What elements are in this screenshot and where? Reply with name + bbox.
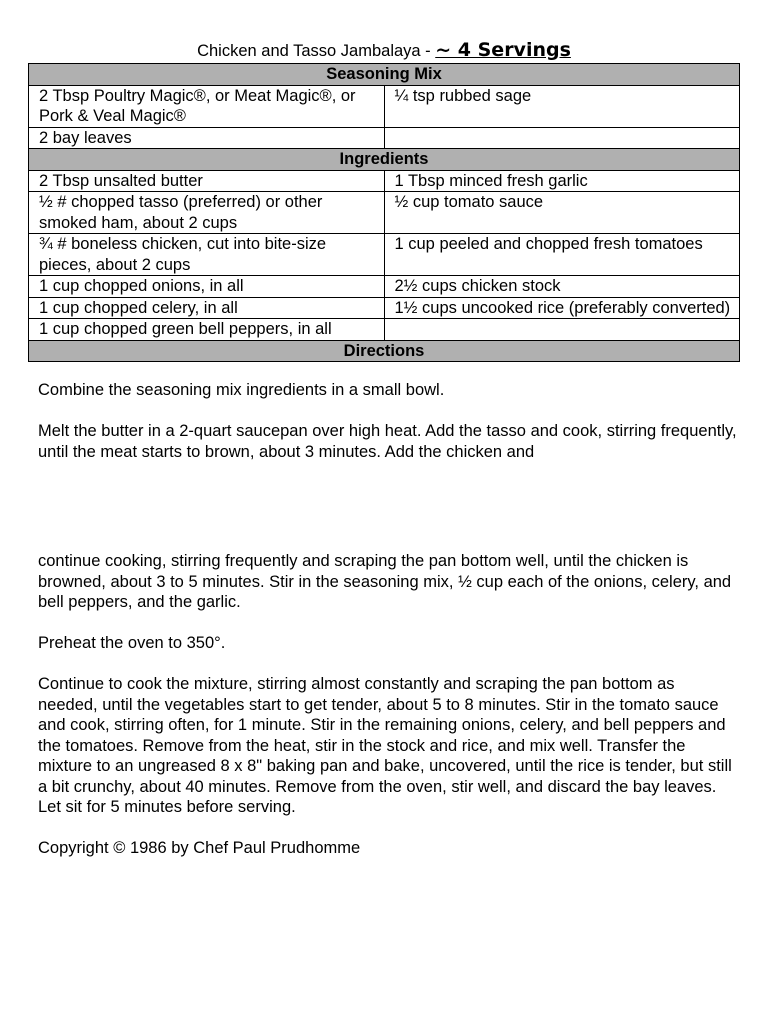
table-row — [29, 192, 740, 234]
directions-block-2 — [38, 551, 738, 879]
direction-paragraph: Combine the seasoning mix ingredients in a small bowl. — [38, 381, 445, 399]
table-row — [29, 85, 740, 127]
recipe-title — [0, 38, 768, 63]
table-row — [29, 319, 740, 341]
direction-paragraph: Preheat the oven to 350°. — [38, 634, 226, 652]
directions-header: Directions — [29, 340, 740, 362]
seasoning-cell: 2 Tbsp Poultry Magic®, or Meat Magic®, or Pork & Veal Magic® — [29, 85, 385, 127]
seasoning-cell: ¼ tsp rubbed sage — [384, 85, 740, 127]
direction-paragraph: Continue to cook the mixture, stirring almost constantly and scraping the pan bottom as needed, until the vegetables start to get tender, about 5 to 8 minutes. Stir in the tomato sauce and cook, stirring often, for 1 minute. Stir in the remaining onions, celery, and bell peppers and the tomatoes. Remove from the heat, stir in the stock and rice, and mix well. Transfer the mixture to an ungreased 8 x 8" baking pan and bake, uncovered, until the rice is tender, but still a bit crunchy, about 40 minutes. Remove from the oven, stir well, and discard the bay leaves. Let sit for 5 minutes before serving. — [38, 675, 732, 816]
table-row — [29, 276, 740, 298]
ingredients-header: Ingredients — [29, 149, 740, 171]
ingredients-header-row — [29, 149, 740, 171]
servings-label: ~ 4 Servings — [435, 39, 571, 61]
ingredient-cell: 1 cup peeled and chopped fresh tomatoes — [384, 234, 740, 276]
ingredient-cell — [384, 319, 740, 341]
ingredient-cell: ½ cup tomato sauce — [384, 192, 740, 234]
directions-block-1 — [38, 380, 738, 483]
ingredient-cell: 2 Tbsp unsalted butter — [29, 170, 385, 192]
directions-header-row — [29, 340, 740, 362]
ingredient-cell: 1 Tbsp minced fresh garlic — [384, 170, 740, 192]
direction-paragraph: continue cooking, stirring frequently and scraping the pan bottom well, until the chicken is browned, about 3 to 5 minutes. Stir in the seasoning mix, ½ cup each of the onions, celery, and bell peppers, and the garlic. — [38, 552, 732, 611]
ingredient-cell: 1 cup chopped green bell peppers, in all — [29, 319, 385, 341]
direction-paragraph: Melt the butter in a 2-quart saucepan over high heat. Add the tasso and cook, stirring frequently, until the meat starts to brown, about 3 minutes. Add the chicken and — [38, 422, 737, 461]
ingredient-cell: 2½ cups chicken stock — [384, 276, 740, 298]
table-row — [29, 170, 740, 192]
ingredient-cell: 1 cup chopped onions, in all — [29, 276, 385, 298]
ingredient-cell: 1 cup chopped celery, in all — [29, 297, 385, 319]
ingredient-cell: 1½ cups uncooked rice (preferably converted) — [384, 297, 740, 319]
table-row — [29, 297, 740, 319]
recipe-title-text: Chicken and Tasso Jambalaya - — [197, 42, 436, 60]
seasoning-cell: 2 bay leaves — [29, 127, 385, 149]
seasoning-header: Seasoning Mix — [29, 64, 740, 86]
table-row — [29, 234, 740, 276]
copyright-text: Copyright © 1986 by Chef Paul Prudhomme — [38, 839, 361, 857]
table-row — [29, 127, 740, 149]
ingredient-cell: ½ # chopped tasso (preferred) or other smoked ham, about 2 cups — [29, 192, 385, 234]
seasoning-header-row — [29, 64, 740, 86]
seasoning-cell — [384, 127, 740, 149]
recipe-table — [28, 63, 740, 362]
ingredient-cell: ¾ # boneless chicken, cut into bite-size pieces, about 2 cups — [29, 234, 385, 276]
